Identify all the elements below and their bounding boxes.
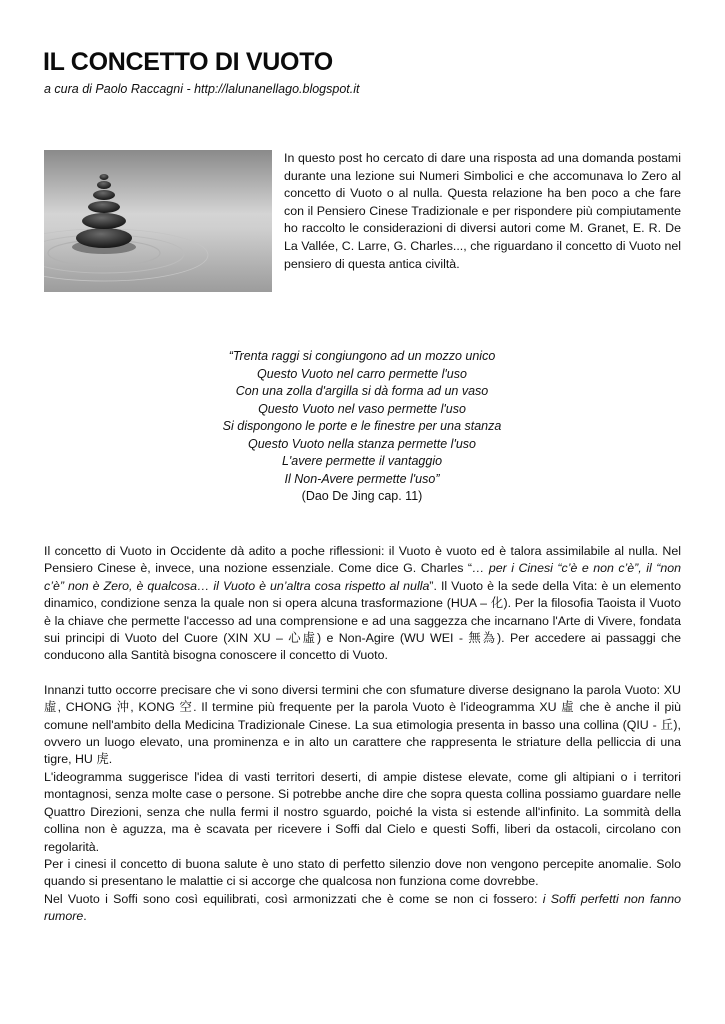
body-text: .	[83, 909, 87, 924]
body-paragraph-4: Per i cinesi il concetto di buona salute è uno stato di perfetto silenzio dove non vengono percepite anomalie. Solo quando si presentano le malattie ci si accorge che qualcosa non funziona come dovrebbe.	[44, 856, 681, 889]
poem-line: L'avere permette il vantaggio	[281, 454, 443, 468]
body-paragraph-3: L'ideogramma suggerisce l'idea di vasti territori deserti, di ampie distese elevate, come gli altipiani o i territori montagnosi, senza molte case o persone. Si potrebbe anche dire che sopra questa collina possiamo guardare nelle Quattro Direzioni, senza che nulla fermi il nostro sguardo, poiché la vista si estende all'infinito. La sommità della collina non è aguzza, ma è scavata per ricevere i Soffi dal Cielo e questi Soffi, liberi da ostacoli, circolano con regolarità.	[44, 769, 681, 854]
poem-source: (Dao De Jing cap. 11)	[301, 489, 423, 503]
body-paragraph-2: Innanzi tutto occorre precisare che vi sono diversi termini che con sfumature diverse designano la parola Vuoto: XU 虛, CHONG 沖, KONG 空. Il termine più frequente per la parola Vuoto è l'ideogramma XU 虛 che è anche il più comune nell'ambito della Medicina Tradizionale Cinese. La sua etimologia presenta in basso una collina (QIU - 丘), ovvero un luogo elevato, una prominenza e in alto un carattere che rappresenta le striature della pelliccia di una tigre, HU 虎.	[44, 682, 681, 767]
body-paragraph-5	[44, 891, 681, 926]
poem-line: Questo Vuoto nel carro permette l'uso	[257, 366, 467, 381]
zen-stones-image	[44, 150, 272, 292]
poem-line: Questo Vuoto nel vaso permette l'uso	[258, 401, 466, 416]
page-title: IL CONCETTO DI VUOTO	[43, 48, 333, 76]
poem-line: Con una zolla d'argilla si dà forma ad un vaso	[235, 384, 489, 398]
poem-line: Il Non-Avere permette l'uso”	[284, 471, 440, 486]
poem-line: Questo Vuoto nella stanza permette l'uso	[248, 436, 476, 451]
body-text: Il concetto di Vuoto in Occidente dà adito a poche riflessioni: il Vuoto è vuoto ed è talora assimilabile al nulla. Nel Pensiero Cinese è, invece, una nozione essenziale. Come dice G. Charles “	[44, 544, 681, 576]
body-paragraph-1	[44, 543, 681, 665]
poem-quote	[160, 348, 564, 506]
article-body	[44, 543, 681, 926]
poem-line: “Trenta raggi si congiungono ad un mozzo unico	[228, 349, 496, 363]
intro-paragraph: In questo post ho cercato di dare una risposta ad una domanda postami durante una lezione sui Numeri Simbolici e che accomunava lo Zero al concetto di Vuoto o al nulla. Questa relazione ha ben poco a che fare con il Pensiero Cinese Tradizionale e per rispondere più compiutamente ho raccolto le considerazioni di diversi autori come M. Granet, E. R. De La Vallée, C. Larre, G. Charles..., che riguardano il concetto di Vuoto nel pensiero di questa antica civiltà.	[284, 151, 681, 271]
body-quote: … per i Cinesi “c’è e non c’è”, il “non c’è” non è Zero, è qualcosa… il Vuoto è un’altra cosa rispetto al nulla	[44, 561, 681, 593]
body-text: ”. Il Vuoto è la sede della Vita: è un elemento dinamico, condizione senza la quale non si opera alcuna trasformazione (HUA – 化). Per la filosofia Taoista il Vuoto è la chiave che permette l'accesso ad una comprensione e ad una saggezza che incarnano l'Arte di Vivere, fondata sui principi di Vuoto del Cuore (XIN XU – 心虛) e Non-Agire (WU WEI - 無為). Per accedere ai passaggi che conducono alla Santità bisogna conoscere il concetto di Vuoto.	[44, 578, 681, 663]
body-text: Nel Vuoto i Soffi sono così equilibrati, così armonizzati che è come se non ci fossero:	[44, 891, 543, 906]
body-quote: i Soffi perfetti non fanno rumore	[44, 891, 681, 924]
page-subtitle: a cura di Paolo Raccagni - http://lalunanellago.blogspot.it	[44, 82, 360, 96]
poem-line: Si dispongono le porte e le finestre per una stanza	[222, 419, 502, 433]
